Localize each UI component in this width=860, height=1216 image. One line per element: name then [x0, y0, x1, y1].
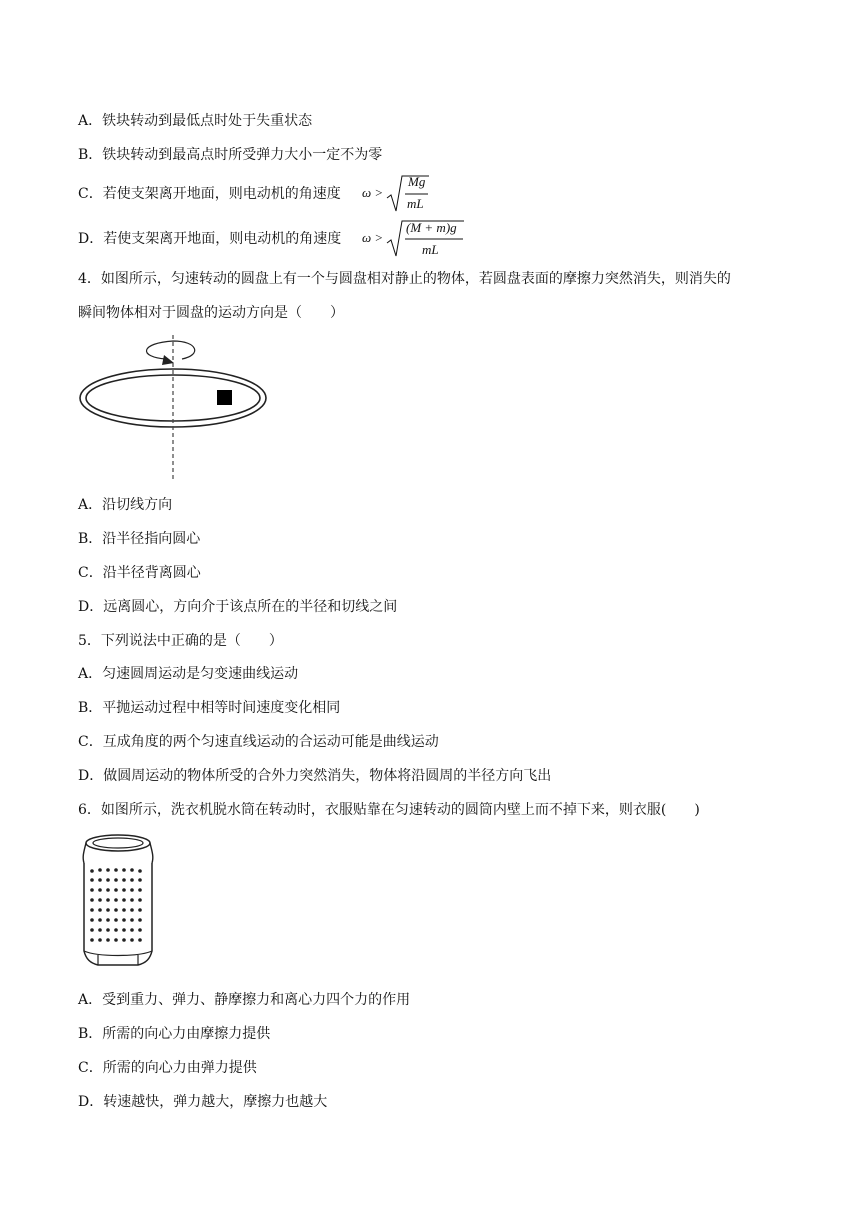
- q5-stem: 5．下列说法中正确的是（ ）: [78, 633, 283, 649]
- q4-option-c: C．沿半径背离圆心: [78, 565, 201, 581]
- q3-option-a: A．铁块转动到最低点时处于失重状态: [78, 113, 313, 129]
- q5-option-d: D．做圆周运动的物体所受的合外力突然消失，物体将沿圆周的半径方向飞出: [78, 768, 552, 784]
- formula-c-numerator: Mg: [408, 174, 426, 189]
- formula-c: [362, 172, 432, 216]
- q5-option-a: A．匀速圆周运动是匀变速曲线运动: [78, 666, 299, 682]
- rotating-disk-figure: [78, 335, 270, 483]
- formula-d-numerator: (M + m)g: [406, 220, 457, 235]
- q5-option-c: C．互成角度的两个匀速直线运动的合运动可能是曲线运动: [78, 734, 439, 750]
- q6-option-c: C．所需的向心力由弹力提供: [78, 1060, 257, 1076]
- q3-option-c: C．若使支架离开地面，则电动机的角速度: [78, 186, 341, 202]
- q4-stem-line1: 4．如图所示，匀速转动的圆盘上有一个与圆盘相对静止的物体，若圆盘表面的摩擦力突然消失，则消失的: [78, 271, 731, 287]
- q3-option-d: D．若使支架离开地面，则电动机的角速度: [78, 231, 342, 247]
- q6-stem: 6．如图所示，洗衣机脱水筒在转动时，衣服贴靠在匀速转动的圆筒内壁上而不掉下来，则衣服( ): [78, 802, 700, 818]
- q4-stem-line2: 瞬间物体相对于圆盘的运动方向是（ ）: [78, 305, 344, 321]
- drum-holes: [90, 868, 142, 942]
- q3-option-b: B．铁块转动到最高点时所受弹力大小一定不为零: [78, 147, 383, 163]
- formula-c-denominator: mL: [407, 196, 424, 211]
- spin-dryer-drum-figure: [78, 833, 158, 973]
- q6-option-a: A．受到重力、弹力、静摩擦力和离心力四个力的作用: [78, 992, 411, 1008]
- q4-option-d: D．远离圆心，方向介于该点所在的半径和切线之间: [78, 599, 398, 615]
- q6-option-d: D．转速越快，弹力越大，摩擦力也越大: [78, 1094, 328, 1110]
- formula-d-lhs: ω >: [362, 230, 384, 245]
- formula-d: [362, 218, 472, 262]
- formula-c-lhs: ω >: [362, 185, 384, 200]
- formula-d-denominator: mL: [422, 242, 439, 257]
- q4-option-b: B．沿半径指向圆心: [78, 531, 201, 547]
- q5-option-b: B．平抛运动过程中相等时间速度变化相同: [78, 700, 341, 716]
- q4-option-a: A．沿切线方向: [78, 497, 173, 513]
- q6-option-b: B．所需的向心力由摩擦力提供: [78, 1026, 271, 1042]
